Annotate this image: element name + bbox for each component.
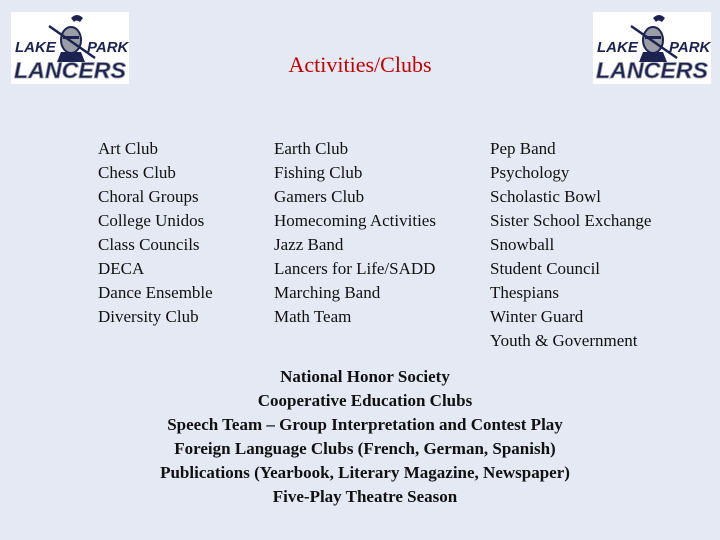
club-item: Earth Club [274,139,349,158]
activity-line: Cooperative Education Clubs [257,391,473,410]
svg-text:PARK: PARK [669,39,711,56]
svg-text:LAKE: LAKE [597,39,638,56]
club-item: Snowball [490,235,555,254]
slide-title: Activities/Clubs [288,52,432,77]
activity-line: Foreign Language Clubs (French, German, Spanish) [174,439,556,458]
club-item: Marching Band [274,283,381,302]
activity-line: Five-Play Theatre Season [272,487,458,506]
club-item: Chess Club [98,163,176,182]
club-item: Choral Groups [98,187,199,206]
activity-line: Speech Team – Group Interpretation and Contest Play [167,415,563,434]
activity-line: National Honor Society [280,367,450,386]
svg-text:PARK: PARK [87,39,129,56]
club-item: Art Club [98,139,158,158]
club-item: Psychology [490,163,570,182]
clubs-column-2 [274,137,436,329]
additional-activities [0,365,720,509]
clubs-column-1 [98,137,213,329]
club-item: Diversity Club [98,307,199,326]
club-item: Fishing Club [274,163,363,182]
club-item: Math Team [274,307,352,326]
svg-text:LANCERS: LANCERS [14,58,127,83]
club-item: Lancers for Life/SADD [274,259,436,278]
club-item: Pep Band [490,139,556,158]
club-item: DECA [98,259,145,278]
club-item: Sister School Exchange [490,211,652,230]
club-item: Dance Ensemble [98,283,213,302]
svg-text:LAKE: LAKE [15,39,56,56]
club-item: Jazz Band [274,235,344,254]
club-item: Student Council [490,259,601,278]
club-item: College Unidos [98,211,205,230]
club-item: Homecoming Activities [274,211,436,230]
svg-text:LANCERS: LANCERS [596,58,709,83]
club-item: Gamers Club [274,187,365,206]
club-item: Scholastic Bowl [490,187,601,206]
club-item: Winter Guard [490,307,584,326]
club-item: Youth & Government [490,331,638,350]
clubs-column-3 [490,137,651,353]
club-item: Class Councils [98,235,200,254]
activity-line: Publications (Yearbook, Literary Magazine, Newspaper) [160,463,570,482]
club-item: Thespians [490,283,559,302]
